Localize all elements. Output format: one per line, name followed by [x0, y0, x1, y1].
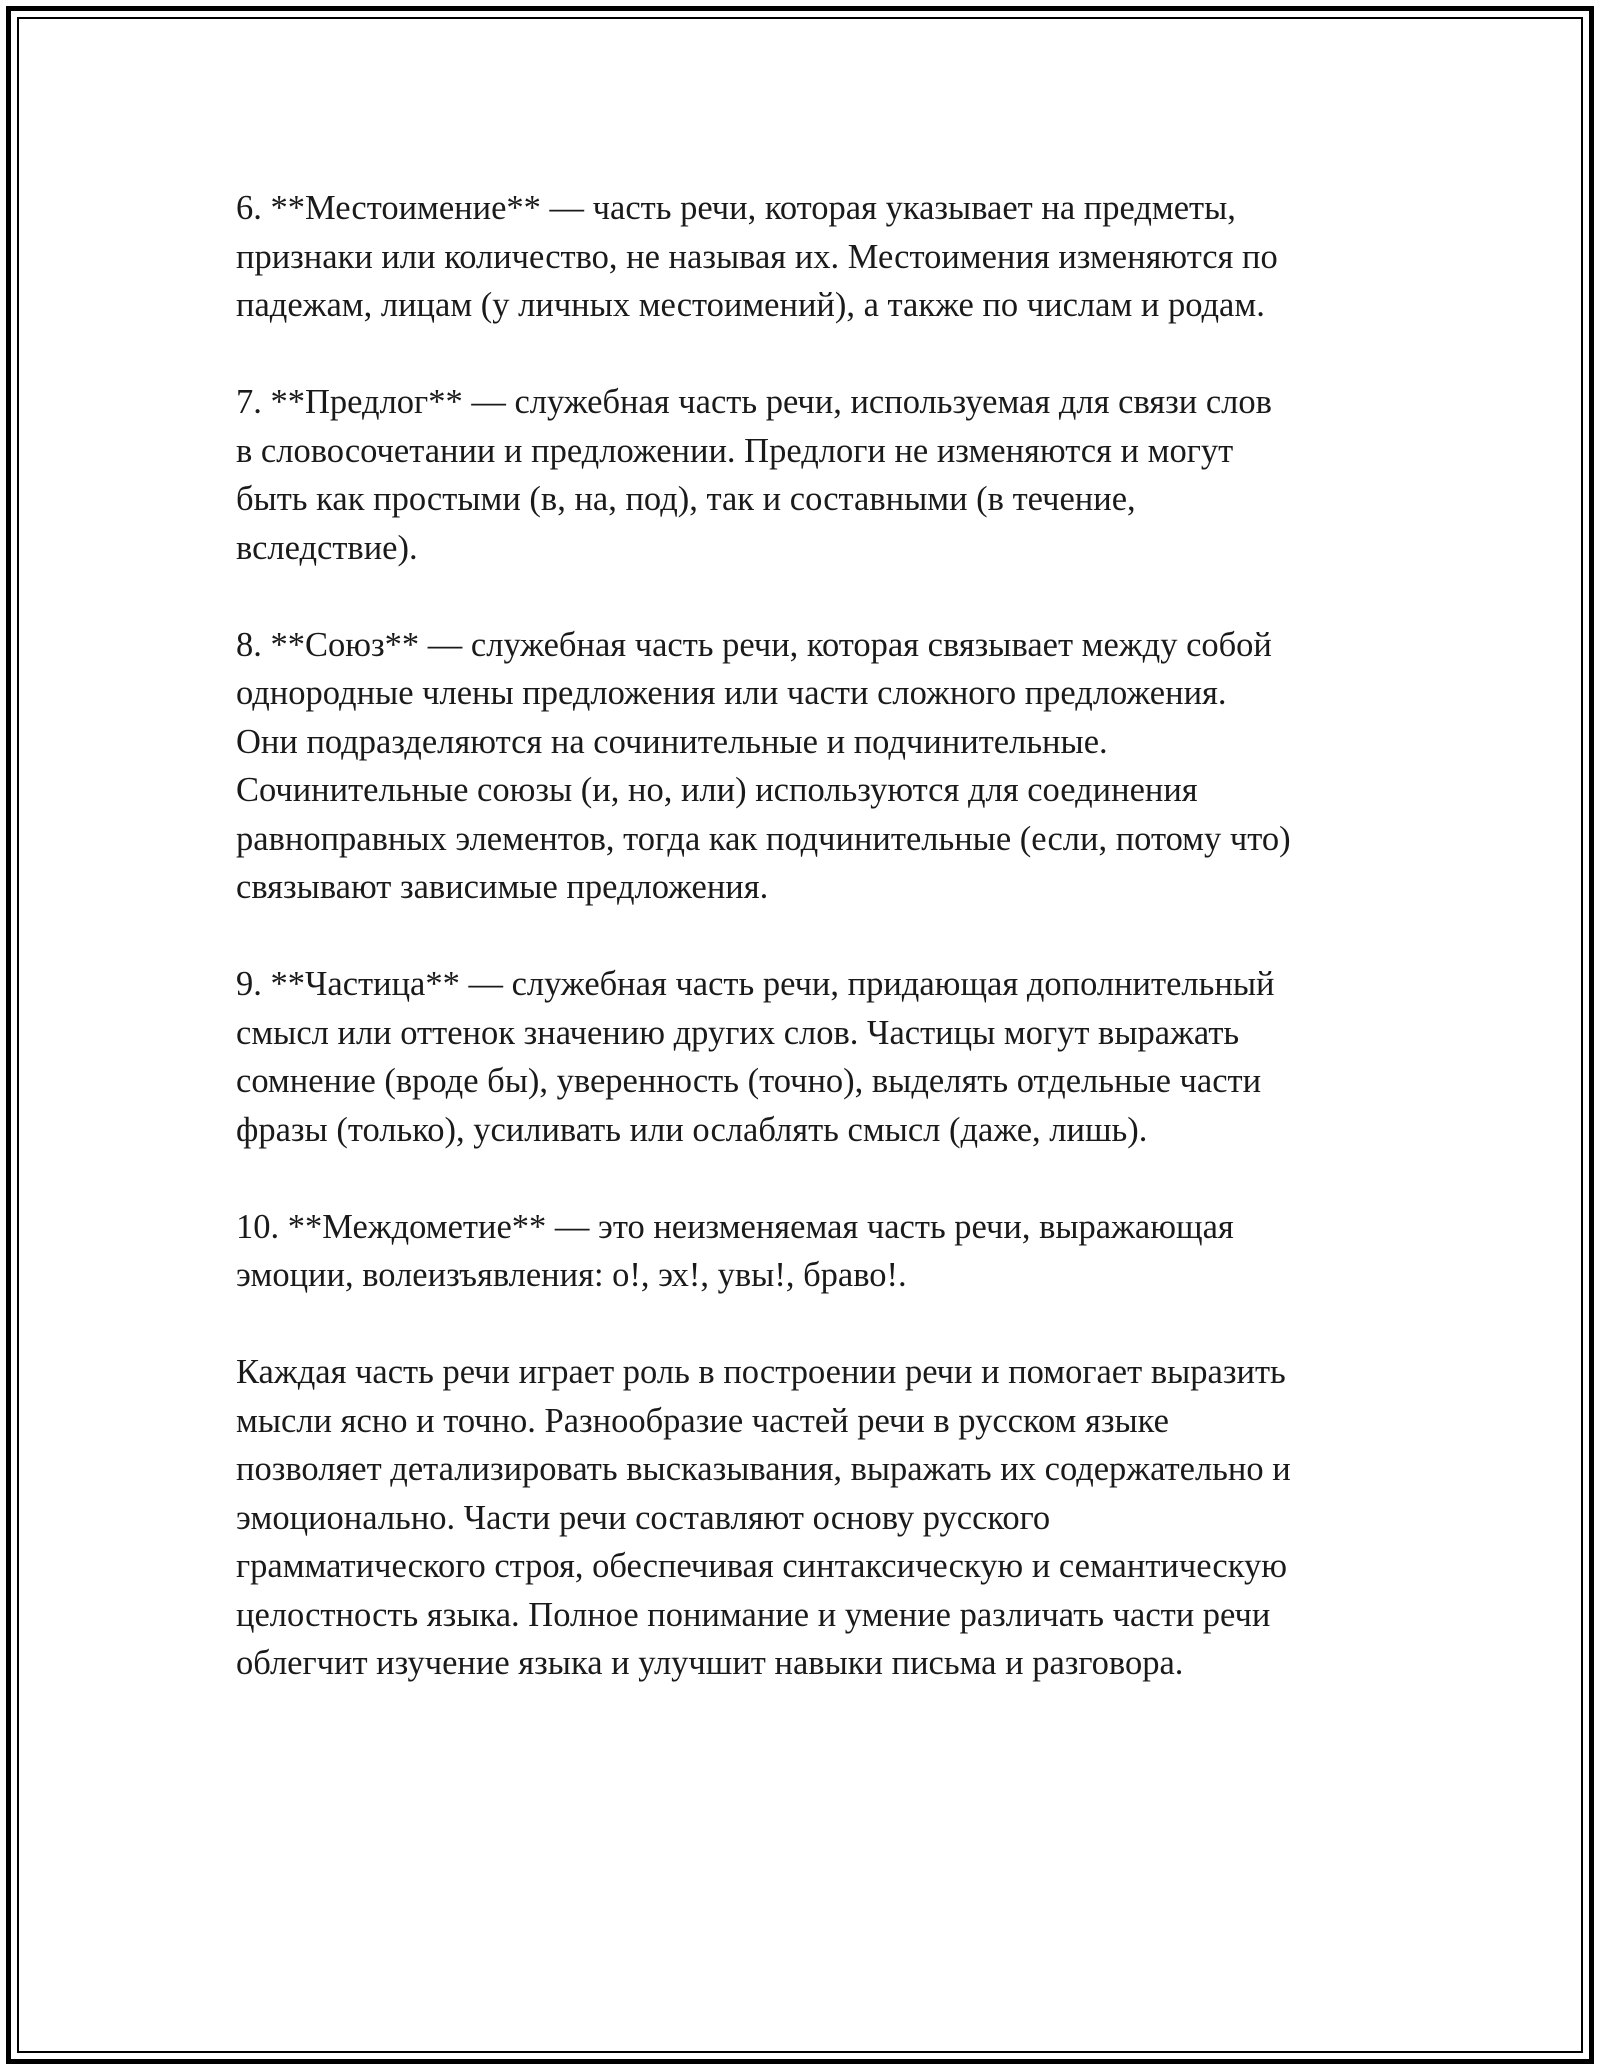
text-line: фразы (только), усиливать или ослаблять смысл (даже, лишь).: [236, 1110, 1148, 1149]
text-line: в словосочетании и предложении. Предлоги не изменяются и могут: [236, 431, 1234, 470]
text-line: 10. **Междометие** — это неизменяемая часть речи, выражающая: [236, 1207, 1234, 1246]
text-line: сомнение (вроде бы), уверенность (точно), выделять отдельные части: [236, 1062, 1262, 1100]
text-line: падежам, лицам (у личных местоимений), а также по числам и родам.: [236, 286, 1265, 324]
text-line: смысл или оттенок значению других слов. Частицы могут выражать: [236, 1013, 1240, 1052]
text-line: грамматического строя, обеспечивая синтаксическую и семантическую: [236, 1547, 1288, 1585]
text-line: мысли ясно и точно. Разнообразие частей речи в русском языке: [236, 1401, 1169, 1440]
text-line: признаки или количество, не называя их. Местоимения изменяются по: [236, 237, 1278, 276]
text-line: равноправных элементов, тогда как подчинительные (если, потому что): [236, 819, 1291, 858]
text-line: эмоционально. Части речи составляют основу русского: [236, 1498, 1051, 1537]
text-line: Они подразделяются на сочинительные и подчинительные.: [236, 722, 1108, 761]
text-line: однородные члены предложения или части сложного предложения.: [236, 674, 1227, 712]
text-line: связывают зависимые предложения.: [236, 868, 769, 906]
text-line: 9. **Частица** — служебная часть речи, придающая дополнительный: [236, 965, 1275, 1003]
text-line: быть как простыми (в, на, под), так и составными (в течение,: [236, 480, 1136, 518]
text-line: вследствие).: [236, 528, 418, 567]
paragraph-conclusion: [236, 1348, 1376, 1688]
text-line: позволяет детализировать высказывания, выражать их содержательно и: [236, 1450, 1291, 1488]
document-body: [236, 184, 1376, 1736]
paragraph-particle: [236, 960, 1376, 1154]
paragraph-interjection: [236, 1203, 1376, 1300]
text-line: Каждая часть речи играет роль в построении речи и помогает выразить: [236, 1353, 1286, 1391]
text-line: эмоции, волеизъявления: о!, эх!, увы!, браво!.: [236, 1256, 907, 1294]
text-line: 6. **Местоимение** — часть речи, которая указывает на предметы,: [236, 189, 1236, 227]
paragraph-preposition: [236, 378, 1376, 572]
text-line: 7. **Предлог** — служебная часть речи, используемая для связи слов: [236, 383, 1272, 421]
paragraph-pronoun: [236, 184, 1376, 330]
text-line: Сочинительные союзы (и, но, или) используются для соединения: [236, 771, 1198, 809]
paragraph-conjunction: [236, 621, 1376, 912]
text-line: целостность языка. Полное понимание и умение различать части речи: [236, 1595, 1271, 1634]
text-line: облегчит изучение языка и улучшит навыки письма и разговора.: [236, 1644, 1184, 1682]
text-line: 8. **Союз** — служебная часть речи, которая связывает между собой: [236, 625, 1272, 664]
